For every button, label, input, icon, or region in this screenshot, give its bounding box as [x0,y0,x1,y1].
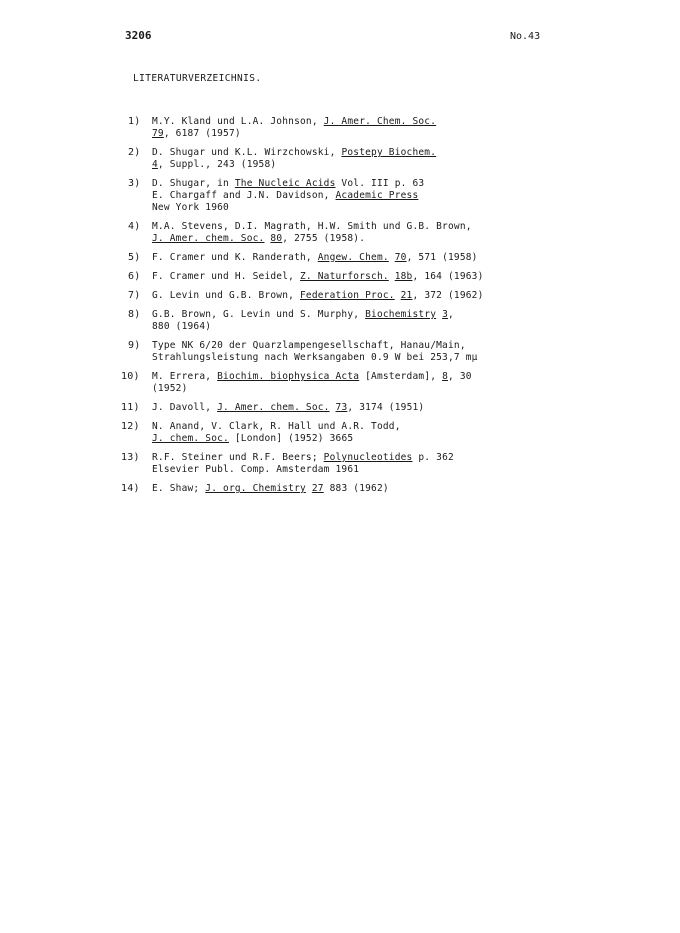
reference-text: , 372 (1962) [412,290,484,301]
reference-text: (1952) [152,383,188,394]
reference-entry [100,271,570,283]
underlined-citation: Biochemistry [365,309,437,320]
reference-text: Vol. III p. 63 [335,178,425,189]
reference-number: 13) [121,452,140,463]
page-number: 3206 [125,29,152,42]
reference-number: 5) [128,252,141,263]
reference-line [152,116,570,128]
reference-line [152,190,570,202]
reference-text: , 3174 (1951) [347,402,425,413]
reference-text: E. Chargaff and J.N. Davidson, [152,190,336,201]
underlined-citation: 8 [442,371,448,382]
underlined-citation: Postepy Biochem. [341,147,437,158]
reference-line [152,433,570,445]
reference-line [152,321,570,333]
reference-text: E. Shaw; [152,483,206,494]
reference-text: , 6187 (1957) [163,128,241,139]
section-heading: LITERATURVERZEICHNIS. [133,73,262,84]
reference-text: New York 1960 [152,202,229,213]
reference-number: 12) [121,421,140,432]
underlined-citation: 18b [394,271,413,282]
underlined-citation: Z. Naturforsch. [300,271,389,282]
reference-line [152,483,570,495]
reference-line [152,233,570,245]
underlined-citation: 27 [311,483,324,494]
underlined-citation: Polynucleotides [323,452,413,463]
reference-line [152,340,570,352]
underlined-citation: J. Amer. chem. Soc. [217,402,330,413]
reference-text: M.Y. Kland und L.A. Johnson, [152,116,324,127]
reference-text: 880 (1964) [152,321,212,332]
underlined-citation: 79 [152,128,164,139]
reference-number: 10) [121,371,140,382]
underlined-citation: 3 [442,309,448,320]
reference-text: F. Cramer und K. Randerath, [152,252,318,263]
underlined-citation: J. org. Chemistry [205,483,306,494]
reference-line [152,128,570,140]
reference-number: 4) [128,221,141,232]
reference-entry [100,178,570,214]
reference-line [152,178,570,190]
reference-text: , 2755 (1958). [282,233,366,244]
reference-text: , 30 [448,371,472,382]
reference-entry [100,340,570,364]
reference-list [100,116,570,502]
reference-line [152,402,570,414]
reference-line [152,383,570,395]
reference-number: 2) [128,147,141,158]
reference-line [152,309,570,321]
underlined-citation: Biochim. biophysica Acta [217,371,360,382]
reference-line [152,252,570,264]
reference-text: D. Shugar, in [152,178,235,189]
reference-line [152,271,570,283]
reference-line [152,147,570,159]
issue-number: No.43 [510,31,541,42]
underlined-citation: Federation Proc. [300,290,395,301]
reference-line [152,464,570,476]
underlined-citation: J. Amer. chem. Soc. [152,233,265,244]
underlined-citation: J. Amer. Chem. Soc. [323,116,437,127]
reference-entry [100,402,570,414]
reference-number: 14) [121,483,140,494]
reference-text: G.B. Brown, G. Levin und S. Murphy, [152,309,366,320]
reference-line [152,371,570,383]
underlined-citation: 21 [400,290,413,301]
reference-text: Type NK 6/20 der Quarzlampengesellschaft, Hanau/Main, [152,340,466,351]
reference-text: D. Shugar und K.L. Wirzchowski, [152,147,342,158]
reference-number: 3) [128,178,141,189]
reference-text: M.A. Stevens, D.I. Magrath, H.W. Smith und G.B. Brown, [152,221,472,232]
underlined-citation: Academic Press [335,190,419,201]
reference-number: 1) [128,116,141,127]
underlined-citation: 80 [270,233,283,244]
reference-entry [100,371,570,395]
reference-line [152,452,570,464]
reference-text: p. 362 [412,452,454,463]
reference-text: R.F. Steiner und R.F. Beers; [152,452,324,463]
reference-number: 9) [128,340,141,351]
reference-text: 883 (1962) [323,483,389,494]
reference-entry [100,483,570,495]
underlined-citation: 73 [335,402,348,413]
underlined-citation: Angew. Chem. [317,252,389,263]
reference-entry [100,147,570,171]
reference-text: G. Levin und G.B. Brown, [152,290,300,301]
underlined-citation: 70 [394,252,407,263]
reference-text: [Amsterdam], [359,371,443,382]
reference-text: J. Davoll, [152,402,218,413]
reference-text: M. Errera, [152,371,218,382]
reference-text: Strahlungsleistung nach Werksangaben 0.9 W bei 253,7 mμ [152,352,478,363]
reference-text: [London] (1952) 3665 [228,433,354,444]
reference-line [152,202,570,214]
reference-number: 6) [128,271,141,282]
reference-line [152,352,570,364]
reference-entry [100,116,570,140]
reference-entry [100,290,570,302]
reference-text: , 571 (1958) [406,252,478,263]
reference-text: Elsevier Publ. Comp. Amsterdam 1961 [152,464,360,475]
reference-line [152,159,570,171]
reference-entry [100,252,570,264]
reference-entry [100,221,570,245]
reference-entry [100,309,570,333]
reference-text: F. Cramer und H. Seidel, [152,271,300,282]
underlined-citation: J. chem. Soc. [152,433,229,444]
reference-line [152,421,570,433]
reference-number: 7) [128,290,141,301]
reference-line [152,221,570,233]
reference-number: 11) [121,402,140,413]
reference-line [152,290,570,302]
reference-text: N. Anand, V. Clark, R. Hall und A.R. Todd, [152,421,401,432]
reference-entry [100,452,570,476]
reference-number: 8) [128,309,141,320]
underlined-citation: The Nucleic Acids [234,178,336,189]
reference-entry [100,421,570,445]
reference-text: , 164 (1963) [412,271,484,282]
reference-text: , Suppl., 243 (1958) [157,159,277,170]
reference-text: , [448,309,454,320]
underlined-citation: 4 [152,159,158,170]
